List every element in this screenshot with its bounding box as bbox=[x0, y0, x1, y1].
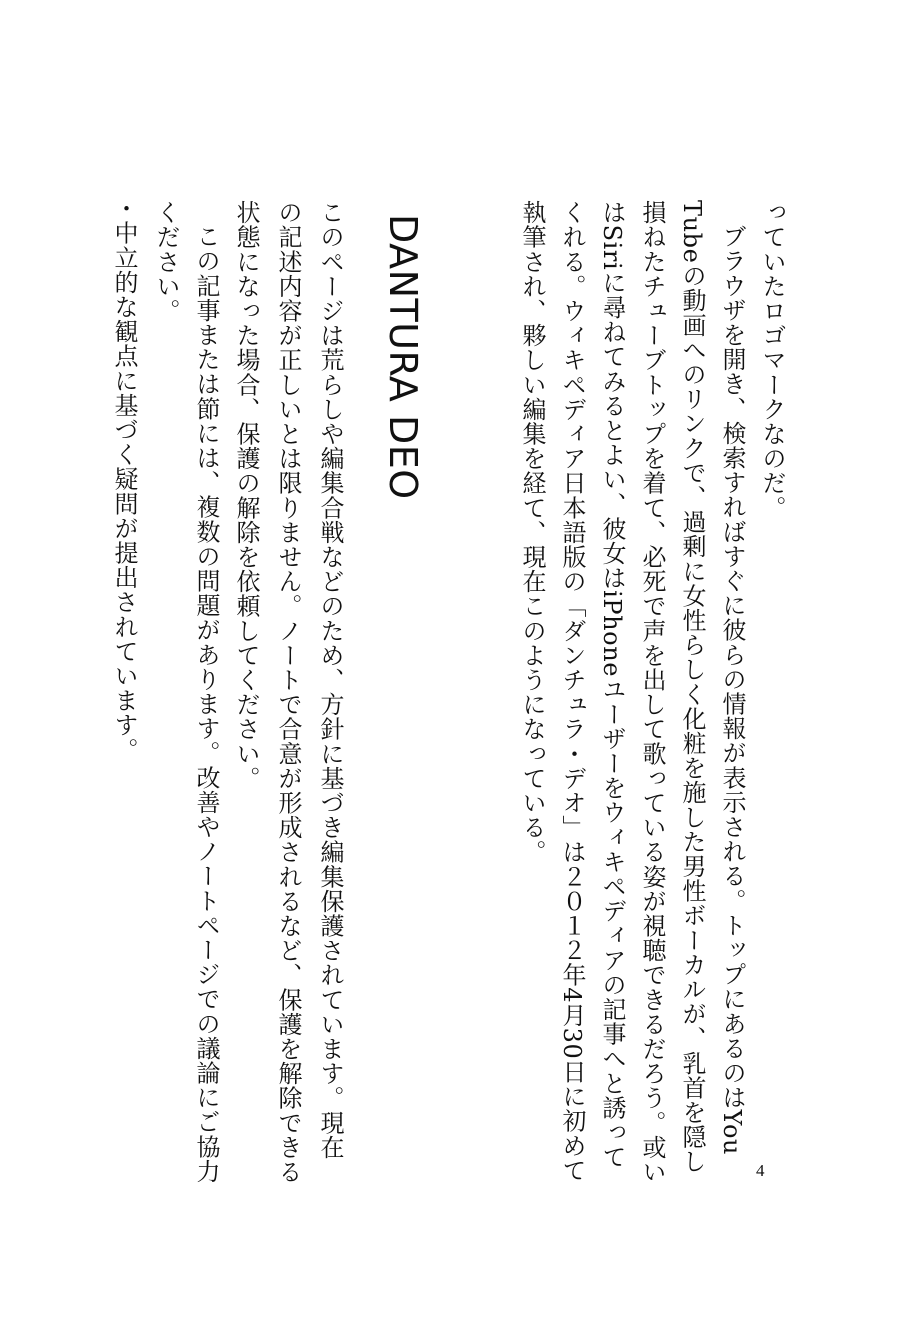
text-line: このページは荒らしや編集合戦などのため、方針に基づき編集保護されています。現在 bbox=[316, 200, 344, 1160]
text-line: 状態になった場合、保護の解除を依頼してください。 bbox=[232, 200, 260, 791]
text-line: くれる。ウィキペディア日本語版の「ダンチュラ・デオ」は２０１２年4月30日に初めて bbox=[558, 200, 586, 1183]
text-line: 執筆され、夥しい編集を経て、現在このようになっている。 bbox=[518, 200, 546, 865]
text-line: はSiriに尋ねてみるとよい、彼女はiPhoneユーザーをウィキペディアの記事へと誘って bbox=[598, 200, 626, 1170]
text-line: っていたロゴマークなのだ。 bbox=[758, 200, 786, 520]
text-line: の記述内容が正しいとは限りません。ノートで合意が形成されるなど、保護を解除できる bbox=[274, 200, 302, 1184]
text-line: Tubeの動画へのリンクで、過剰に女性らしく化粧を施した男性ボーカルが、乳首を隠し bbox=[678, 200, 706, 1174]
bullet-item: ・中立的な観点に基づく疑問が提出されています。 bbox=[110, 196, 138, 762]
text-line: ブラウザを開き、検索すればすぐに彼らの情報が表示される。トップにあるのはYou bbox=[718, 224, 746, 1156]
text-line: 損ねたチューブトップを着て、必死で声を出して歌っている姿が視聴できるだろう。或い bbox=[638, 200, 666, 1184]
text-line: ください。 bbox=[152, 200, 180, 323]
page-number: 4 bbox=[756, 1161, 765, 1180]
text-line: この記事または節には、複数の問題があります。改善やノートページでの議論にご協力 bbox=[192, 224, 220, 1184]
section-heading: DANTURA DEO bbox=[381, 214, 425, 500]
